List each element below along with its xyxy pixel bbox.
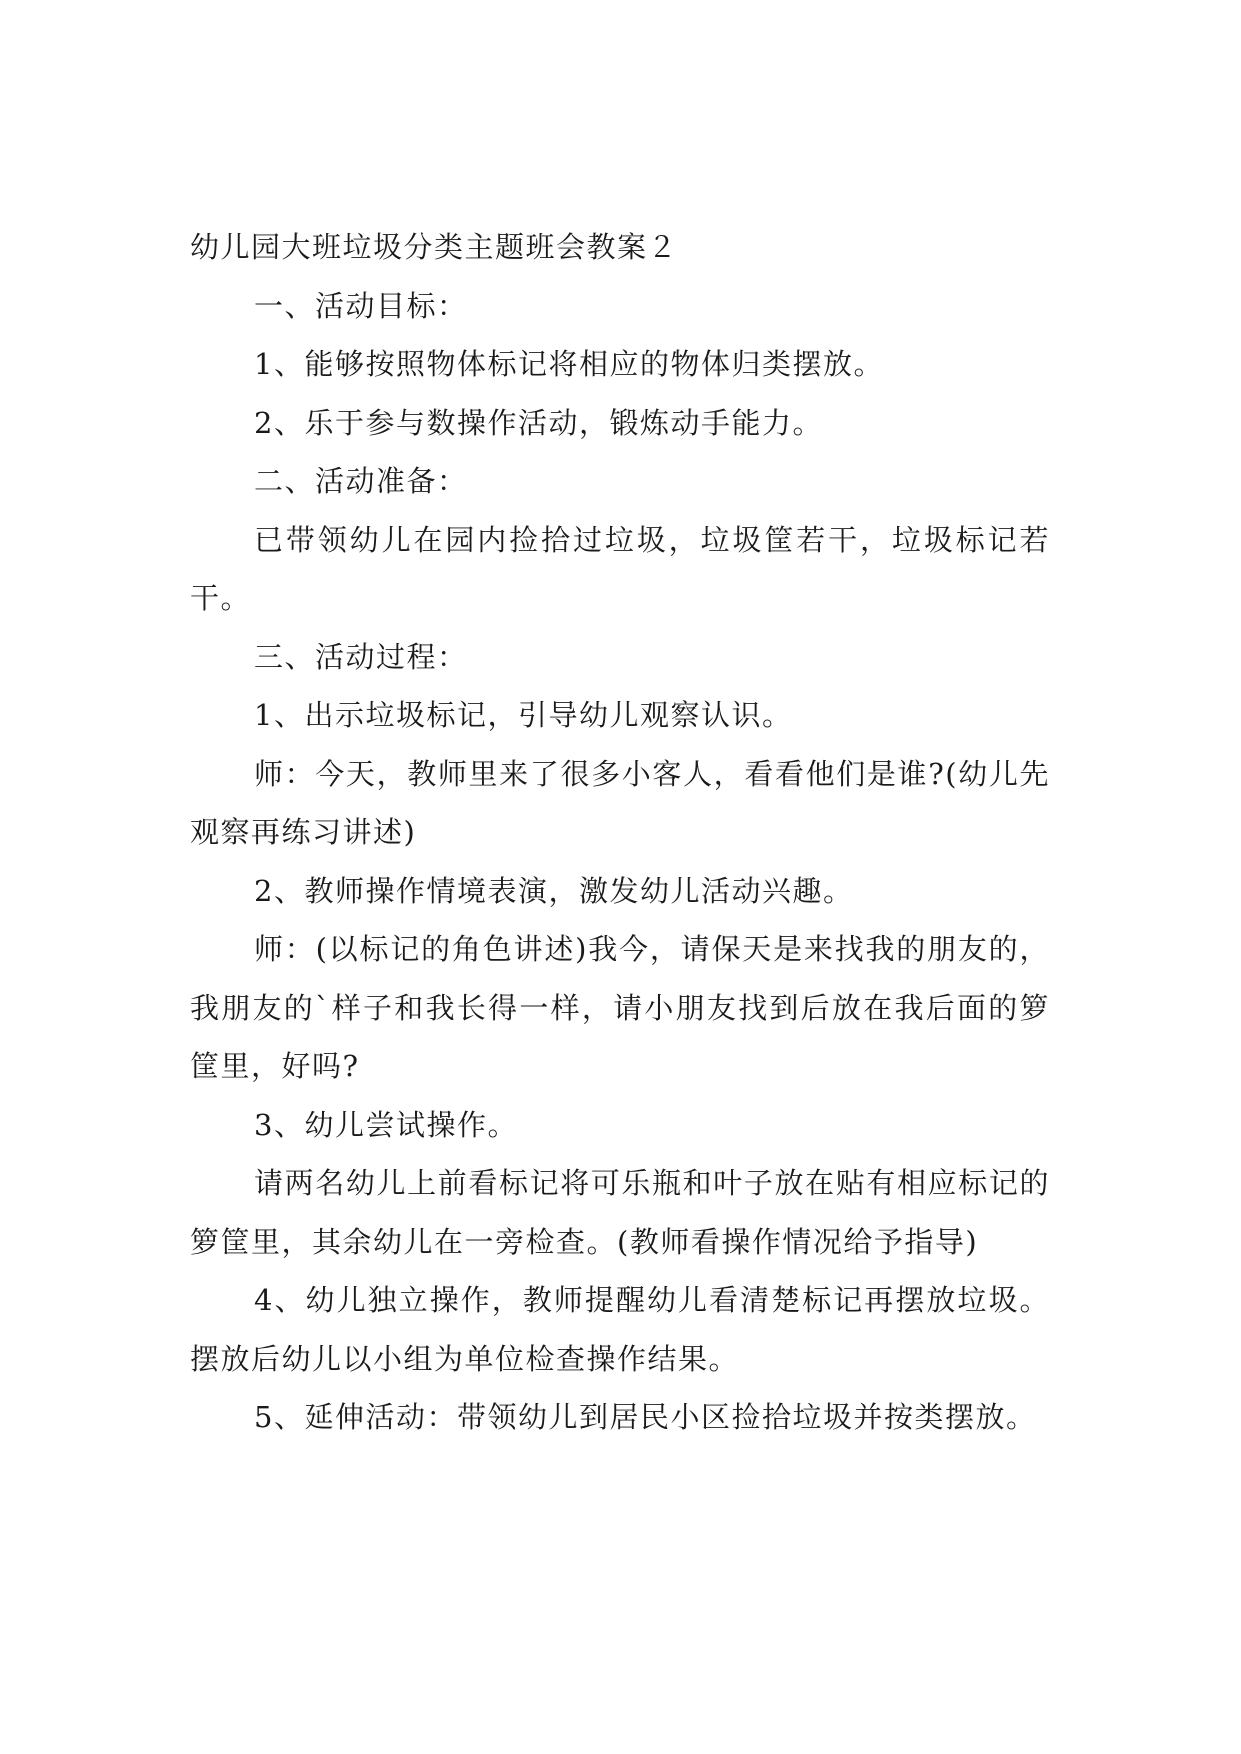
document-body <box>190 218 1050 1447</box>
paragraph: 5、延伸活动：带领幼儿到居民小区捡拾垃圾并按类摆放。 <box>254 1400 1037 1434</box>
paragraph: 师：(以标记的角色讲述)我今，请保天是来找我的朋友的，我朋友的`样子和我长得一样，请小朋友找到后放在我后面的箩筐里，好吗? <box>190 932 1050 1083</box>
paragraph: 请两名幼儿上前看标记将可乐瓶和叶子放在贴有相应标记的箩筐里，其余幼儿在一旁检查。(教师看操作情况给予指导) <box>190 1166 1050 1259</box>
paragraph: 二、活动准备： <box>254 464 468 498</box>
document-title: 幼儿园大班垃圾分类主题班会教案２ <box>190 230 679 264</box>
paragraph: 2、教师操作情境表演，激发幼儿活动兴趣。 <box>254 873 854 908</box>
paragraph: 一、活动目标： <box>254 288 468 323</box>
paragraph: 4、幼儿独立操作，教师提醒幼儿看清楚标记再摆放垃圾。摆放后幼儿以小组为单位检查操作结果。 <box>190 1283 1050 1376</box>
paragraph: 师：今天，教师里来了很多小客人，看看他们是谁?(幼儿先观察再练习讲述) <box>190 756 1050 849</box>
paragraph: 已带领幼儿在园内捡拾过垃圾，垃圾筐若干，垃圾标记若干。 <box>190 522 1050 615</box>
paragraph: 1、能够按照物体标记将相应的物体归类摆放。 <box>254 347 884 381</box>
paragraph: 三、活动过程： <box>254 639 468 674</box>
paragraph: 2、乐于参与数操作活动，锻炼动手能力。 <box>254 405 823 440</box>
paragraph: 3、幼儿尝试操作。 <box>254 1107 518 1142</box>
paragraph: 1、出示垃圾标记，引导幼儿观察认识。 <box>254 698 793 732</box>
